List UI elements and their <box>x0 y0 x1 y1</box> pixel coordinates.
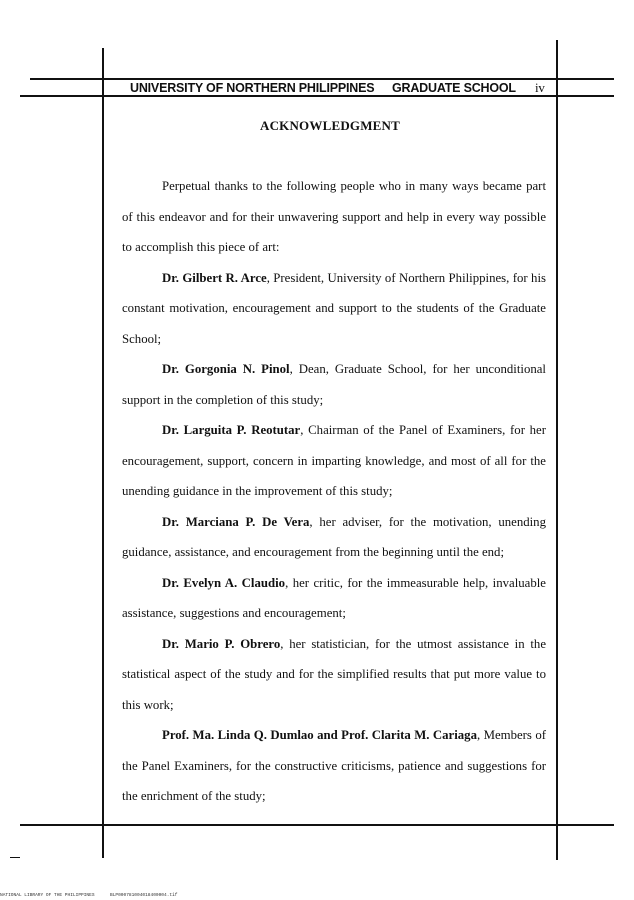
school-name: GRADUATE SCHOOL <box>392 81 516 95</box>
acknowledgment-paragraph <box>122 568 546 629</box>
person-name: Prof. Ma. Linda Q. Dumlao and Prof. Clarita M. Cariaga <box>162 728 477 742</box>
acknowledgment-paragraph <box>122 507 546 568</box>
acknowledgment-paragraph <box>122 354 546 415</box>
person-name: Dr. Gorgonia N. Pinol <box>162 362 290 376</box>
person-name: Dr. Larguita P. Reotutar <box>162 423 301 437</box>
margin-mark <box>10 857 20 858</box>
paragraph-text: , Chairman of the Panel of Examiners, for her encouragement, support, concern in imparting knowledge, and most of all for the unending guidance in the improvement of this study; <box>122 423 546 498</box>
university-name: UNIVERSITY OF NORTHERN PHILIPPINES <box>130 81 375 95</box>
person-name: Dr. Gilbert R. Arce <box>162 270 267 285</box>
paragraph-text: , Dean, Graduate School, for her unconditional support in the completion of this study; <box>122 362 546 407</box>
page-number: iv <box>535 80 545 95</box>
paragraph-text: , her critic, for the immeasurable help, invaluable assistance, suggestions and encouragement; <box>122 575 546 620</box>
acknowledgment-paragraph <box>122 629 546 721</box>
intro-paragraph: Perpetual thanks to the following people who in many ways became part of this endeavor and for their unwavering support and help in every way possible to accomplish this piece of art: <box>122 179 546 254</box>
running-header <box>104 80 556 96</box>
footer-file: BLP000781004018400004.tif <box>110 893 178 898</box>
paragraph-text: , Members of the Panel Examiners, for the constructive criticisms, patience and suggestions for the enrichment of the study; <box>122 728 546 803</box>
footer-rule <box>20 824 614 826</box>
footer-library: NATIONAL LIBRARY OF THE PHILIPPINES <box>0 893 95 898</box>
person-name: Dr. Marciana P. De Vera <box>162 514 310 529</box>
right-margin-rule <box>556 40 558 860</box>
person-name: Dr. Mario P. Obrero <box>162 636 281 651</box>
acknowledgment-body <box>122 171 546 812</box>
paragraph-text: , her statistician, for the utmost assistance in the statistical aspect of the study and for the simplified results that put more value to this work; <box>122 636 546 712</box>
left-margin-rule <box>102 48 104 858</box>
paragraph-text: , President, University of Northern Philippines, for his constant motivation, encouragement and support to the students of the Graduate School; <box>122 270 546 346</box>
page-title: ACKNOWLEDGMENT <box>259 118 401 133</box>
acknowledgment-paragraph <box>122 263 546 355</box>
acknowledgment-paragraph <box>122 415 546 507</box>
acknowledgment-paragraph <box>122 720 546 812</box>
paragraph-text: , her adviser, for the motivation, unending guidance, assistance, and encouragement from the beginning until the end; <box>122 514 546 559</box>
person-name: Dr. Evelyn A. Claudio <box>162 575 286 590</box>
